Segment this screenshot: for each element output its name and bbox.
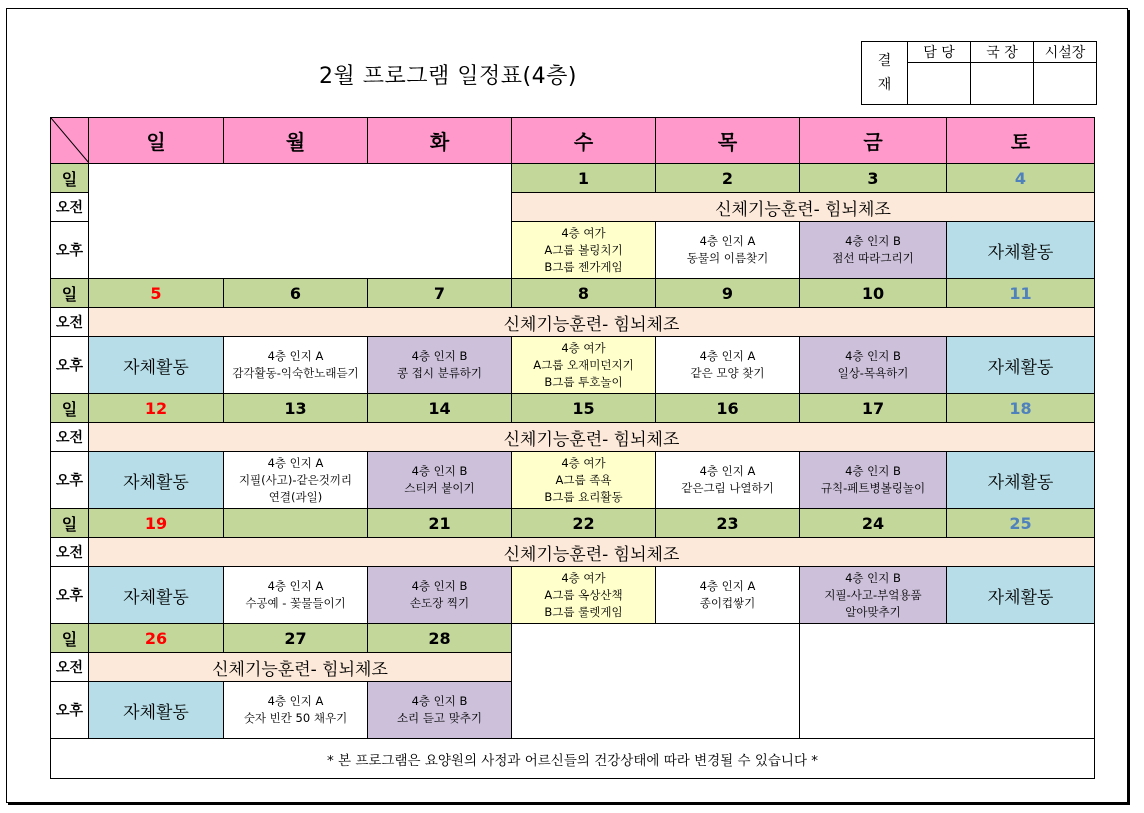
row-label-pm: 오후 — [51, 452, 89, 509]
program-cell — [224, 567, 368, 624]
program-line: 4층 여가 — [561, 570, 606, 585]
self-activity-cell: 자체활동 — [89, 682, 224, 739]
program-line: 소리 듣고 맞추기 — [396, 711, 483, 725]
date-cell: 7 — [368, 279, 512, 308]
schedule-table — [50, 117, 1095, 779]
approval-label — [862, 42, 908, 105]
week1-date-row — [51, 164, 1095, 193]
footnote-row — [51, 739, 1095, 779]
program-line: 지필(사고)-같은것끼리 — [238, 472, 353, 487]
program-line: 4층 인지 B — [845, 349, 901, 363]
program-line: 4층 인지 B — [411, 694, 468, 708]
approval-box — [861, 41, 1097, 105]
self-activity-cell: 자체활동 — [89, 567, 224, 624]
week1-empty — [89, 164, 512, 279]
program-line: 4층 인지 B — [845, 570, 901, 585]
am-program: 신체기능훈련- 힘뇌체조 — [89, 653, 512, 682]
date-cell: 8 — [512, 279, 656, 308]
weekday-tue: 화 — [368, 118, 512, 164]
date-cell-saturday: 4 — [947, 164, 1095, 193]
approval-label-top: 결 — [877, 53, 892, 69]
program-cell — [800, 452, 947, 509]
program-line: 일상-목욕하기 — [837, 366, 909, 380]
row-label-am: 오전 — [51, 653, 89, 682]
weekday-sat: 토 — [947, 118, 1095, 164]
am-program: 신체기능훈련- 힘뇌체조 — [89, 538, 1095, 567]
program-line: 4층 인지 A — [699, 349, 756, 363]
program-cell — [224, 337, 368, 394]
weekday-thu: 목 — [656, 118, 800, 164]
program-cell — [656, 452, 800, 509]
program-line: 손도장 찍기 — [409, 596, 470, 610]
row-label-date: 일 — [51, 164, 89, 193]
date-cell-sunday: 19 — [89, 509, 224, 538]
am-program: 신체기능훈련- 힘뇌체조 — [89, 423, 1095, 452]
date-cell: 14 — [368, 394, 512, 423]
program-cell — [368, 567, 512, 624]
program-line: 4층 인지 A — [267, 579, 324, 593]
row-label-am: 오전 — [51, 423, 89, 452]
program-line: A그룹 오재미던지기 — [533, 357, 634, 372]
date-cell-sunday: 26 — [89, 624, 224, 653]
date-cell: 28 — [368, 624, 512, 653]
week2-am-row — [51, 308, 1095, 337]
date-cell: 24 — [800, 509, 947, 538]
week4-am-row — [51, 538, 1095, 567]
row-label-pm: 오후 — [51, 337, 89, 394]
program-cell — [512, 567, 656, 624]
date-cell: 2 — [656, 164, 800, 193]
program-cell — [224, 452, 368, 509]
row-label-am: 오전 — [51, 308, 89, 337]
program-line: 4층 인지 A — [267, 455, 324, 470]
program-line: 4층 인지 B — [845, 464, 901, 478]
date-cell-saturday: 11 — [947, 279, 1095, 308]
program-line: 4층 인지 A — [267, 694, 324, 708]
program-line: 알아맞추기 — [845, 604, 901, 619]
program-line: 콩 접시 분류하기 — [396, 366, 483, 380]
self-activity-cell: 자체활동 — [89, 452, 224, 509]
row-label-pm: 오후 — [51, 567, 89, 624]
self-activity-cell: 자체활동 — [89, 337, 224, 394]
row-label-am: 오전 — [51, 193, 89, 222]
self-activity-cell: 자체활동 — [947, 452, 1095, 509]
date-cell: 9 — [656, 279, 800, 308]
program-line: 연결(과일) — [268, 489, 323, 504]
program-line: 4층 여가 — [561, 455, 606, 470]
program-cell — [512, 452, 656, 509]
row-label-date: 일 — [51, 394, 89, 423]
week2-date-row — [51, 279, 1095, 308]
program-cell — [368, 682, 512, 739]
date-cell: 16 — [656, 394, 800, 423]
date-cell: 6 — [224, 279, 368, 308]
date-cell: 27 — [224, 624, 368, 653]
program-line: 동물의 이름찾기 — [686, 251, 769, 265]
date-cell-saturday: 25 — [947, 509, 1095, 538]
date-cell-saturday: 18 — [947, 394, 1095, 423]
program-line: 4층 인지 A — [699, 464, 756, 478]
program-cell — [656, 567, 800, 624]
week3-am-row — [51, 423, 1095, 452]
approval-sign-staff[interactable] — [908, 63, 971, 105]
program-line: B그룹 룰렛게임 — [544, 604, 623, 619]
approval-label-bottom: 재 — [877, 77, 892, 93]
row-label-date: 일 — [51, 624, 89, 653]
date-cell: 21 — [368, 509, 512, 538]
approval-col-facility-head: 시설장 — [1034, 42, 1097, 63]
program-cell — [800, 567, 947, 624]
week5-empty-fri-sat — [800, 624, 1095, 739]
program-line: B그룹 젠가게임 — [544, 259, 623, 274]
week2-pm-row — [51, 337, 1095, 394]
program-cell — [656, 337, 800, 394]
header-corner — [51, 118, 89, 164]
footnote: * 본 프로그램은 요양원의 사정과 어르신들의 건강상태에 따라 변경될 수 있습니다 * — [51, 739, 1095, 779]
program-line: 같은그림 나열하기 — [681, 481, 774, 495]
program-cell — [512, 337, 656, 394]
program-line: 4층 인지 B — [411, 579, 468, 593]
program-line: 4층 인지 A — [267, 349, 324, 363]
date-cell-sunday: 12 — [89, 394, 224, 423]
schedule-page — [6, 8, 1128, 803]
program-line: 4층 인지 B — [411, 464, 468, 478]
program-cell — [368, 452, 512, 509]
self-activity-cell: 자체활동 — [947, 337, 1095, 394]
approval-col-staff: 담 당 — [908, 42, 971, 63]
week5-empty-wed-thu — [512, 624, 800, 739]
program-cell — [368, 337, 512, 394]
date-cell: 13 — [224, 394, 368, 423]
date-cell: 22 — [512, 509, 656, 538]
date-cell: 1 — [512, 164, 656, 193]
program-line: 4층 인지 B — [845, 234, 901, 248]
row-label-pm: 오후 — [51, 222, 89, 279]
program-cell — [656, 222, 800, 279]
am-program: 신체기능훈련- 힘뇌체조 — [89, 308, 1095, 337]
row-label-date: 일 — [51, 279, 89, 308]
week5-date-row — [51, 624, 1095, 653]
date-cell: 3 — [800, 164, 947, 193]
row-label-date: 일 — [51, 509, 89, 538]
program-line: 지필-사고-부엌용품 — [824, 587, 922, 602]
program-line: 스티커 붙이기 — [404, 481, 475, 495]
date-cell: 17 — [800, 394, 947, 423]
program-line: 4층 인지 B — [411, 349, 468, 363]
weekday-mon: 월 — [224, 118, 368, 164]
program-line: 점선 따라그리기 — [832, 251, 914, 265]
program-cell — [800, 337, 947, 394]
program-line: 4층 인지 A — [699, 234, 756, 248]
program-line: A그룹 족욕 — [555, 472, 612, 487]
program-line: A그룹 옥상산책 — [544, 587, 623, 602]
approval-col-director: 국 장 — [971, 42, 1034, 63]
self-activity-cell: 자체활동 — [947, 222, 1095, 279]
row-label-am: 오전 — [51, 538, 89, 567]
program-line: 4층 여가 — [561, 225, 606, 240]
weekday-sun: 일 — [89, 118, 224, 164]
program-cell — [800, 222, 947, 279]
program-line: 숫자 빈칸 50 채우기 — [243, 711, 348, 725]
program-cell — [224, 682, 368, 739]
self-activity-cell: 자체활동 — [947, 567, 1095, 624]
date-cell — [224, 509, 368, 538]
am-program: 신체기능훈련- 힘뇌체조 — [512, 193, 1095, 222]
row-label-pm: 오후 — [51, 682, 89, 739]
program-line: 감각활동-익숙한노래듣기 — [232, 366, 359, 380]
approval-sign-director[interactable] — [971, 63, 1034, 105]
program-line: 같은 모양 찾기 — [690, 366, 765, 380]
program-line: 수공예 - 꽃물들이기 — [245, 596, 346, 610]
program-line: 4층 여가 — [561, 340, 606, 355]
program-cell — [512, 222, 656, 279]
program-line: B그룹 요리활동 — [544, 489, 623, 504]
weekday-header-row — [51, 118, 1095, 164]
date-cell: 23 — [656, 509, 800, 538]
week3-date-row — [51, 394, 1095, 423]
weekday-fri: 금 — [800, 118, 947, 164]
program-line: 규칙-페트병볼링놀이 — [820, 481, 926, 495]
approval-sign-facility-head[interactable] — [1034, 63, 1097, 105]
week4-pm-row — [51, 567, 1095, 624]
date-cell: 10 — [800, 279, 947, 308]
program-line: 4층 인지 A — [699, 579, 756, 593]
program-line: A그룹 볼링치기 — [544, 242, 623, 257]
week3-pm-row — [51, 452, 1095, 509]
date-cell-sunday: 5 — [89, 279, 224, 308]
week4-date-row — [51, 509, 1095, 538]
program-line: 종이컵쌓기 — [699, 596, 756, 610]
date-cell: 15 — [512, 394, 656, 423]
weekday-wed: 수 — [512, 118, 656, 164]
program-line: B그룹 투호놀이 — [544, 374, 623, 389]
page-title: 2월 프로그램 일정표(4층) — [319, 64, 577, 89]
